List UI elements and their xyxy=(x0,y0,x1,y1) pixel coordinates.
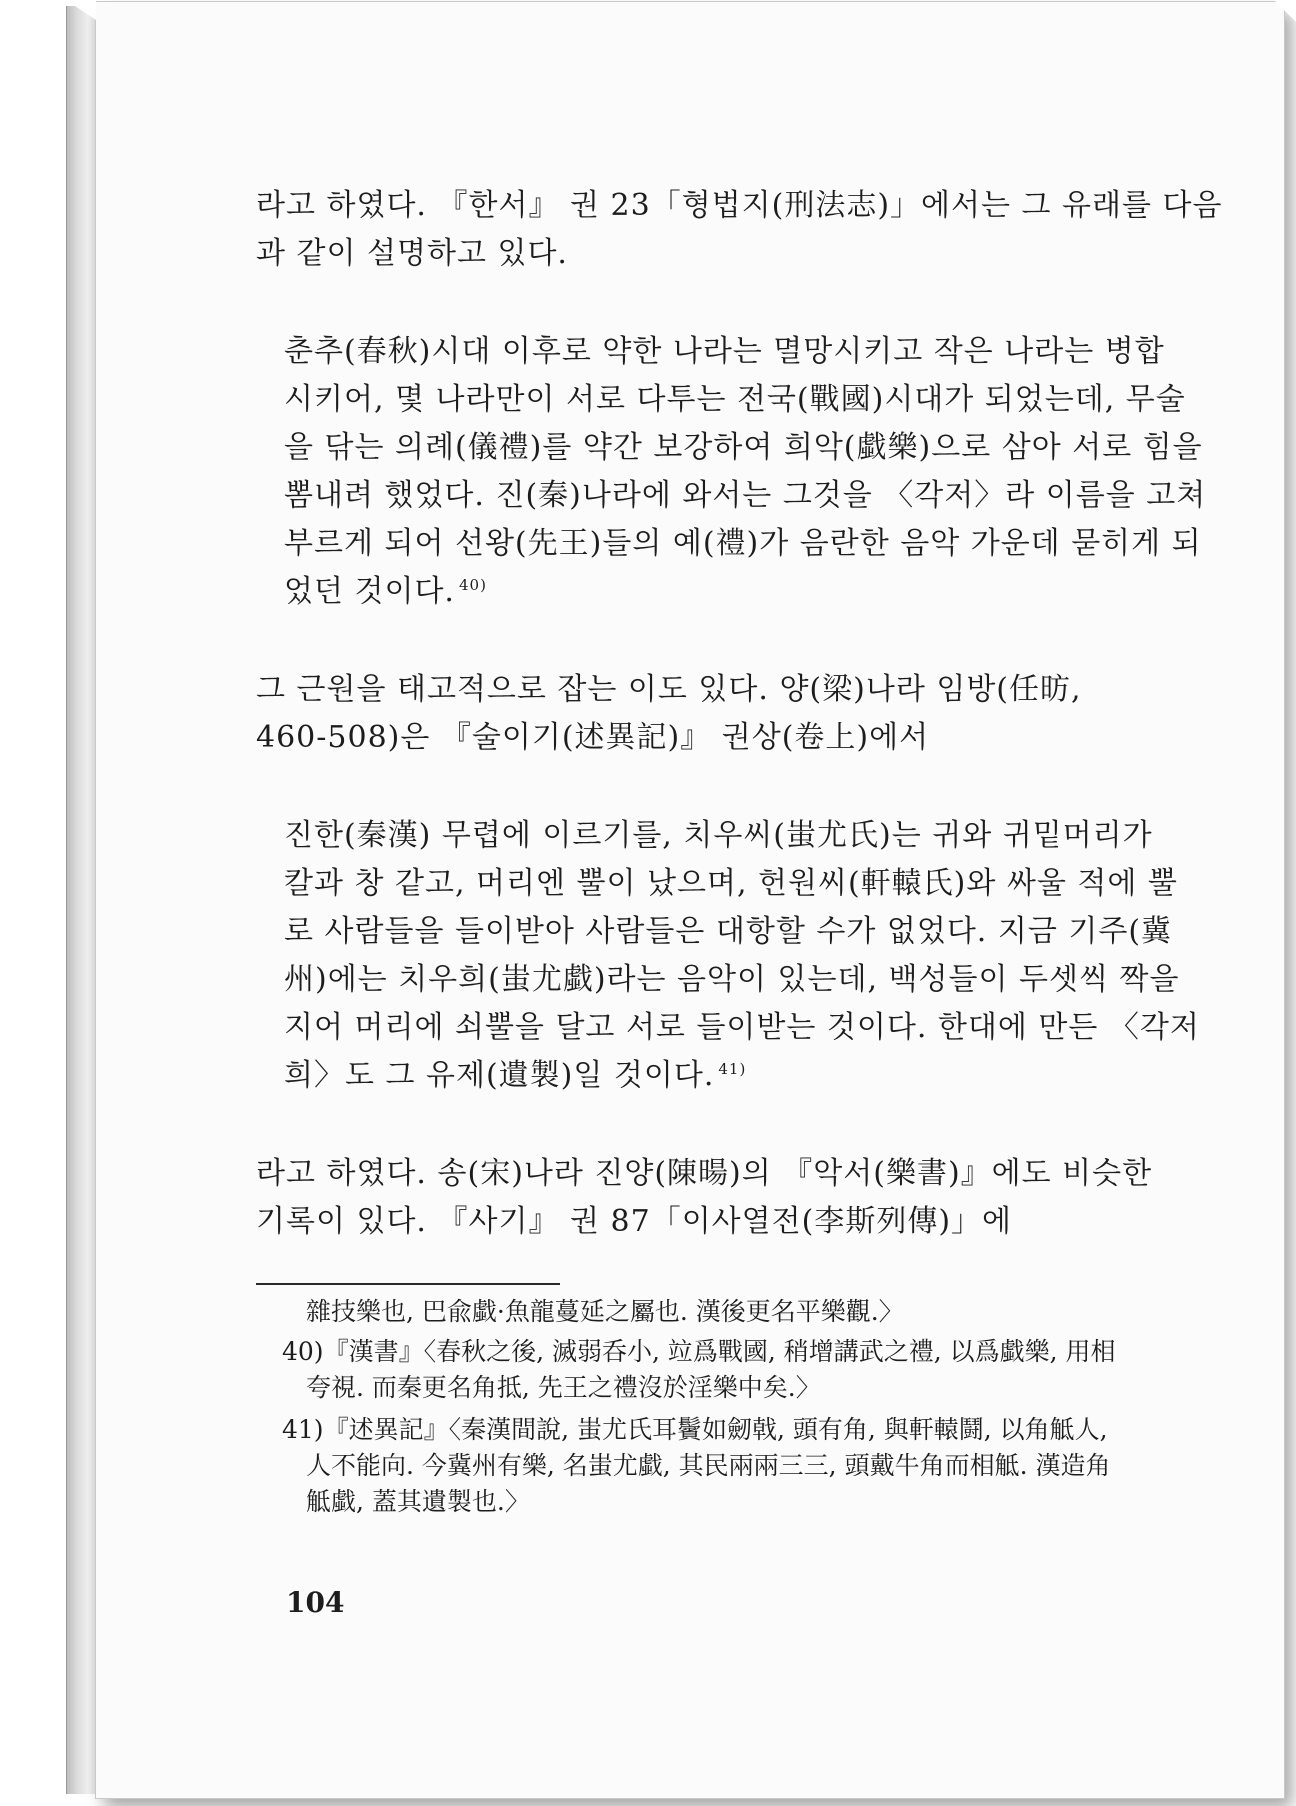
paragraph-2-line-1: 그 근원을 태고적으로 잡는 이도 있다. 양(梁)나라 임방(任昉, xyxy=(256,672,1082,707)
quote-2-line-1: 진한(秦漢) 무렵에 이르기를, 치우씨(蚩尤氏)는 귀와 귀밑머리가 xyxy=(284,818,1153,853)
footnote-ref-40: 40) xyxy=(458,576,487,594)
paragraph-3-line-1: 라고 하였다. 송(宋)나라 진양(陳暘)의 『악서(樂書)』에도 비슷한 xyxy=(256,1156,1153,1191)
paragraph-1-line-2: 과 같이 설명하고 있다. xyxy=(256,236,568,271)
footnote-line-1: 雜技樂也, 巴兪戱·魚龍蔓延之屬也. 漢後更名平樂觀.〉 xyxy=(306,1297,904,1326)
footnote-line-4: 41)『述異記』〈秦漢間說, 蚩尤氏耳鬢如劒戟, 頭有角, 與軒轅鬪, 以角觝人, xyxy=(282,1415,1108,1444)
quote-1-line-5: 부르게 되어 선왕(先王)들의 예(禮)가 음란한 음악 가운데 묻히게 되 xyxy=(284,526,1202,561)
page-corner-top-left xyxy=(66,0,96,20)
quote-2-line-3: 로 사람들을 들이받아 사람들은 대항할 수가 없었다. 지금 기주(冀 xyxy=(284,914,1173,949)
footnote-line-5: 人不能向. 今冀州有樂, 名蚩尤戱, 其民兩兩三三, 頭戴牛角而相觝. 漢造角 xyxy=(306,1451,1111,1480)
quote-2-line-5: 지어 머리에 쇠뿔을 달고 서로 들이받는 것이다. 한대에 만든 〈각저 xyxy=(284,1010,1200,1045)
page-number: 104 xyxy=(286,1586,345,1619)
quote-1-line-1: 춘추(春秋)시대 이후로 약한 나라는 멸망시키고 작은 나라는 병합 xyxy=(284,334,1165,369)
paragraph-3-line-2: 기록이 있다. 『사기』 권 87「이사열전(李斯列傳)」에 xyxy=(256,1204,1013,1239)
book-spine-edge xyxy=(66,6,99,1794)
quote-1-line-2: 시키어, 몇 나라만이 서로 다투는 전국(戰國)시대가 되었는데, 무술 xyxy=(284,382,1186,417)
footnote-line-3: 夸視. 而秦更名角抵, 先王之禮沒於淫樂中矣.〉 xyxy=(306,1373,821,1402)
quote-2-line-2: 칼과 창 같고, 머리엔 뿔이 났으며, 헌원씨(軒轅氏)와 싸울 적에 뿔 xyxy=(284,866,1178,901)
quote-2-line-6-text: 희〉도 그 유제(遺製)일 것이다. xyxy=(284,1058,715,1093)
footnote-line-6: 觝戱, 蓋其遺製也.〉 xyxy=(306,1487,530,1516)
footnote-divider xyxy=(256,1283,560,1285)
footnote-line-2: 40)『漢書』〈春秋之後, 滅弱呑小, 竝爲戰國, 稍增講武之禮, 以爲戱樂, 用相 xyxy=(282,1337,1116,1366)
quote-1-line-3: 을 닦는 의례(儀禮)를 약간 보강하여 희악(戱樂)으로 삼아 서로 힘을 xyxy=(284,430,1203,465)
quote-1-line-6 xyxy=(284,566,487,610)
paragraph-2-line-2: 460-508)은 『술이기(述異記)』 권상(卷上)에서 xyxy=(256,720,930,755)
page-corner-top-right xyxy=(1274,0,1296,22)
quote-1-line-4: 뽐내려 했었다. 진(秦)나라에 와서는 그것을 〈각저〉라 이름을 고쳐 xyxy=(284,478,1207,513)
quote-2-line-6 xyxy=(284,1050,746,1094)
quote-2-line-4: 州)에는 치우희(蚩尤戱)라는 음악이 있는데, 백성들이 두셋씩 짝을 xyxy=(284,962,1180,997)
paragraph-1-line-1: 라고 하였다. 『한서』 권 23「형법지(刑法志)」에서는 그 유래를 다음 xyxy=(256,188,1223,223)
footnote-ref-41: 41) xyxy=(718,1060,747,1078)
quote-1-line-6-text: 었던 것이다. xyxy=(284,574,455,609)
